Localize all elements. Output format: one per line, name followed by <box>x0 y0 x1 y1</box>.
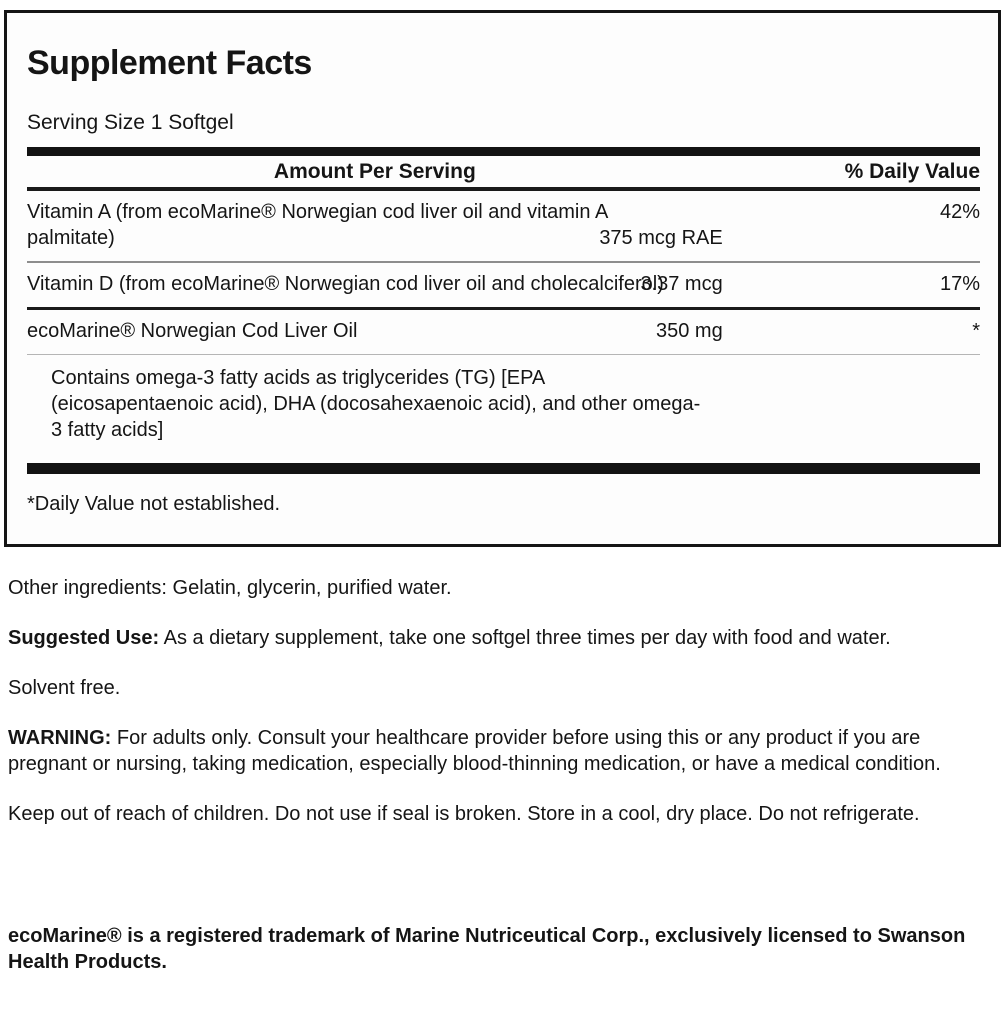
amount-per-serving-header: Amount Per Serving <box>273 160 476 183</box>
suggested-use-text: As a dietary supplement, take one softgel three times per day with food and water. <box>159 627 891 649</box>
warning-label: WARNING: <box>8 727 112 749</box>
trademark-notice-text: ecoMarine® is a registered trademark of Marine Nutriceutical Corp., exclusively licensed to Swanson Health Products. <box>8 925 966 973</box>
thick-rule-bottom <box>27 463 980 474</box>
supplement-label-page <box>0 10 1005 1034</box>
storage-instructions-text: Keep out of reach of children. Do not use if seal is broken. Store in a cool, dry place. Do not refrigerate. <box>8 803 920 825</box>
nutrient-name: ecoMarine® Norwegian Cod Liver Oil <box>27 320 358 342</box>
nutrient-daily-value: * <box>972 320 980 342</box>
supplement-facts-panel <box>4 10 1001 547</box>
suggested-use-paragraph <box>8 625 997 651</box>
nutrient-amount: 350 mg <box>655 320 723 342</box>
other-ingredients-text: Other ingredients: Gelatin, glycerin, purified water. <box>8 577 452 599</box>
column-header-row <box>27 156 980 187</box>
warning-paragraph <box>8 725 997 777</box>
thick-rule-top <box>27 147 980 156</box>
nutrient-daily-value: 17% <box>939 273 980 295</box>
panel-title: Supplement Facts <box>27 44 312 82</box>
nutrient-daily-value: 42% <box>939 201 980 223</box>
daily-value-header: % Daily Value <box>844 160 980 183</box>
nutrient-row-cod-liver-oil <box>27 310 980 354</box>
solvent-free-text: Solvent free. <box>8 677 121 699</box>
nutrient-name: Vitamin A (from ecoMarine® Norwegian cod liver oil and vitamin A palmitate) <box>27 201 608 249</box>
nutrient-amount: 375 mcg RAE <box>599 227 723 249</box>
nutrient-name: Vitamin D (from ecoMarine® Norwegian cod liver oil and cholecalciferol) <box>27 273 664 295</box>
daily-value-footnote: *Daily Value not established. <box>27 493 281 515</box>
warning-text: For adults only. Consult your healthcare provider before using this or any product if you are pregnant or nursing, taking medication, especially blood-thinning medication, or have a medical condition. <box>8 727 941 775</box>
omega3-contains-note <box>27 355 980 457</box>
serving-size-text: Serving Size 1 Softgel <box>27 111 234 134</box>
nutrient-row-vitamin-a <box>27 191 980 261</box>
omega3-contains-text: Contains omega-3 fatty acids as triglycerides (TG) [EPA (eicosapentaenoic acid), DHA (docosahexaenoic acid), and other omega-3 fatty acids] <box>51 367 701 441</box>
label-info-section <box>8 547 997 975</box>
nutrient-amount: 3.37 mcg <box>640 273 723 295</box>
nutrient-row-vitamin-d <box>27 263 980 307</box>
suggested-use-label: Suggested Use: <box>8 627 160 649</box>
